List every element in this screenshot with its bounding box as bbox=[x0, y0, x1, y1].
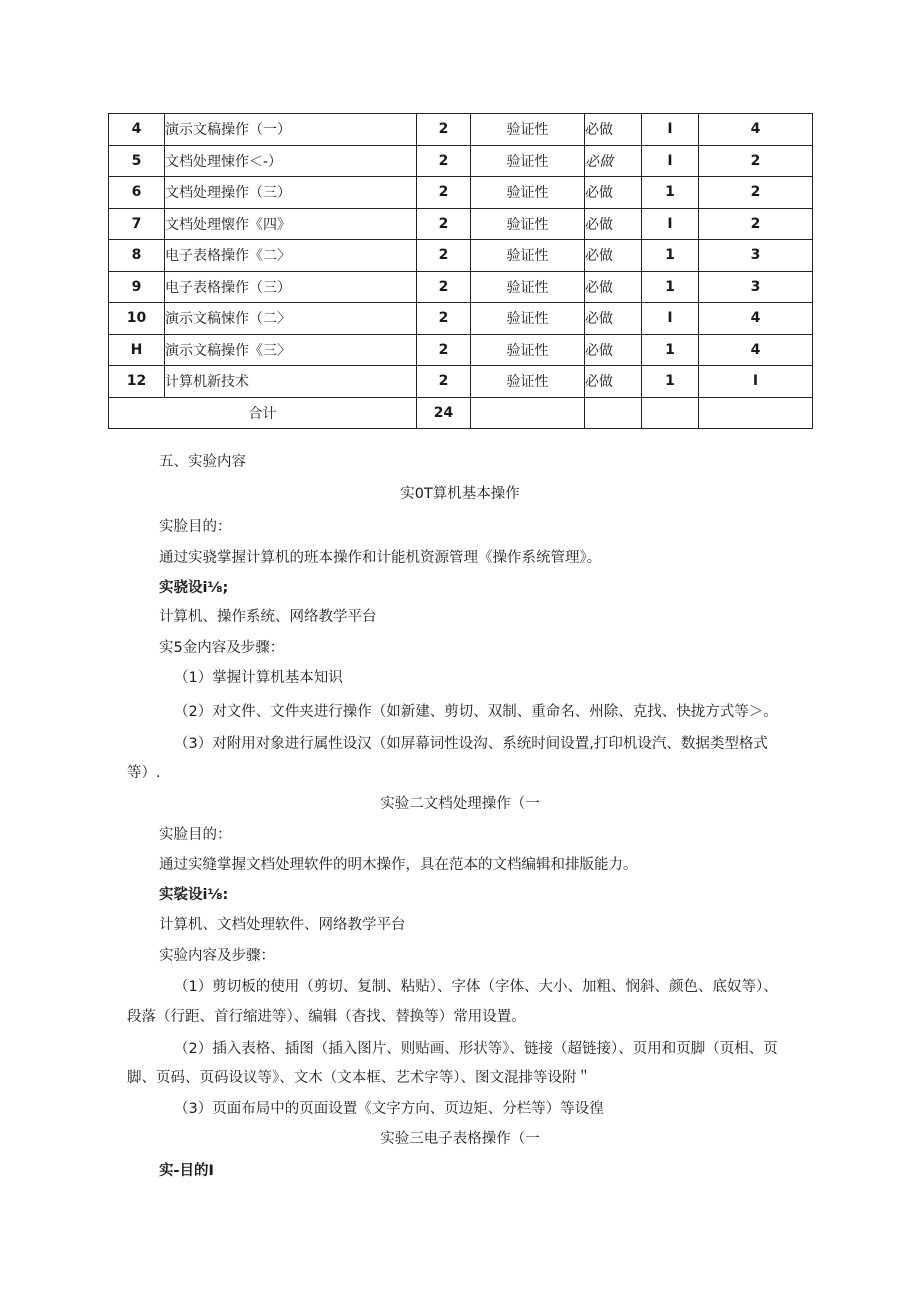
table-row bbox=[109, 114, 813, 146]
row-number: 10 bbox=[109, 303, 165, 335]
empty-cell bbox=[471, 397, 585, 429]
experiment-name: 文档处理悚作＜-） bbox=[165, 145, 417, 177]
requirement-cell: 必做 bbox=[585, 303, 642, 335]
semester-cell: I bbox=[699, 366, 813, 398]
type-cell: 验证性 bbox=[471, 240, 585, 272]
semester-cell: 2 bbox=[699, 208, 813, 240]
type-cell: 验证性 bbox=[471, 177, 585, 209]
table-row bbox=[109, 177, 813, 209]
requirement-cell: 必做 bbox=[585, 271, 642, 303]
semester-cell: 4 bbox=[699, 334, 813, 366]
group-size-cell: 1 bbox=[642, 271, 699, 303]
exp2-step1b: 段落（行距、首行缩进等）、编辑（杳找、替换等）常用设置。 bbox=[127, 1009, 526, 1025]
type-cell: 验证性 bbox=[471, 366, 585, 398]
exp1-step3a: （3）对附用对象进行属性设汉（如屏幕词性设沟、系统时间设置,打印机设汽、数据类型格式 bbox=[174, 736, 768, 752]
exp3-purpose-label: 实-目的I bbox=[159, 1163, 214, 1179]
semester-cell: 2 bbox=[699, 177, 813, 209]
group-size-cell: 1 bbox=[642, 366, 699, 398]
requirement-cell: 必做 bbox=[585, 334, 642, 366]
exp1-purpose-label: 实脸目的： bbox=[159, 519, 232, 535]
experiment-name: 演示文稿悚作（二〉 bbox=[165, 303, 417, 335]
table-row bbox=[109, 271, 813, 303]
total-label: 合计 bbox=[109, 397, 417, 429]
type-cell: 验证性 bbox=[471, 334, 585, 366]
experiment-name: 演示文稿操作（一） bbox=[165, 114, 417, 146]
requirement-cell: 必做 bbox=[585, 208, 642, 240]
semester-cell: 3 bbox=[699, 271, 813, 303]
exp2-step2a: （2）插入表格、插图（插入图片、则贴画、形状等》、链接（超链接）、页用和页脚（页相、页 bbox=[174, 1041, 778, 1057]
group-size-cell: 1 bbox=[642, 240, 699, 272]
hours-cell: 2 bbox=[417, 177, 471, 209]
exp2-steps-label: 实验内容及步骤： bbox=[159, 948, 275, 964]
requirement-cell: 必做 bbox=[585, 177, 642, 209]
total-row bbox=[109, 397, 813, 429]
type-cell: 验证性 bbox=[471, 303, 585, 335]
type-cell: 验证性 bbox=[471, 271, 585, 303]
exp2-step2b: 脚、页码、页码设议等》、文木（文本框、艺术字等）、图文混排等设附＂ bbox=[127, 1070, 591, 1086]
row-number: H bbox=[109, 334, 165, 366]
requirement-cell: 必做 bbox=[585, 366, 642, 398]
exp1-step1: （1）掌握计算机基本知识 bbox=[174, 670, 343, 686]
table-row bbox=[109, 240, 813, 272]
hours-cell: 2 bbox=[417, 334, 471, 366]
semester-cell: 4 bbox=[699, 114, 813, 146]
hours-cell: 2 bbox=[417, 366, 471, 398]
experiment-name: 演示文稿操作《三〉 bbox=[165, 334, 417, 366]
experiment-name: 文档处理操作（三） bbox=[165, 177, 417, 209]
group-size-cell: I bbox=[642, 303, 699, 335]
exp2-title: 实验二文档处理操作（一 bbox=[380, 796, 540, 812]
table-row bbox=[109, 334, 813, 366]
table-row bbox=[109, 208, 813, 240]
type-cell: 验证性 bbox=[471, 208, 585, 240]
row-number: 6 bbox=[109, 177, 165, 209]
semester-cell: 3 bbox=[699, 240, 813, 272]
row-number: 8 bbox=[109, 240, 165, 272]
experiment-table bbox=[108, 113, 813, 429]
group-size-cell: I bbox=[642, 114, 699, 146]
row-number: 5 bbox=[109, 145, 165, 177]
exp1-step2: （2）对文件、文件夹进行操作（如新建、剪切、双制、重命名、州除、克找、快拢方式等＞。 bbox=[174, 704, 778, 720]
exp2-step3: （3）页面布局中的页面设置《文字方向、页边矩、分栏等）等设徨 bbox=[174, 1101, 604, 1117]
exp1-step3b: 等）. bbox=[127, 765, 161, 781]
exp1-equip-label: 实骁设i⅛; bbox=[159, 580, 229, 596]
exp2-purpose-label: 实脸目的： bbox=[159, 827, 232, 843]
experiment-name: 文档处理懐作《四》 bbox=[165, 208, 417, 240]
group-size-cell: I bbox=[642, 145, 699, 177]
exp1-title: 实0T算机基本操作 bbox=[400, 486, 520, 502]
exp2-equip: 计算机、文档处理软件、网络教学平台 bbox=[159, 917, 406, 933]
exp3-title: 实验三电子表格操作（一 bbox=[380, 1131, 540, 1147]
exp1-equip: 计算机、操作系统、网络教学平台 bbox=[159, 609, 377, 625]
hours-cell: 2 bbox=[417, 303, 471, 335]
requirement-cell: 必做 bbox=[585, 240, 642, 272]
hours-cell: 2 bbox=[417, 208, 471, 240]
experiment-name: 电子表格操作《二〉 bbox=[165, 240, 417, 272]
group-size-cell: 1 bbox=[642, 177, 699, 209]
experiment-name: 计算机新技术 bbox=[165, 366, 417, 398]
section-heading: 五、实验内容 bbox=[159, 454, 246, 470]
row-number: 9 bbox=[109, 271, 165, 303]
hours-cell: 2 bbox=[417, 114, 471, 146]
type-cell: 验证性 bbox=[471, 114, 585, 146]
type-cell: 验证性 bbox=[471, 145, 585, 177]
exp1-steps-label: 实5金内容及步骤： bbox=[159, 640, 285, 656]
row-number: 4 bbox=[109, 114, 165, 146]
hours-cell: 2 bbox=[417, 240, 471, 272]
semester-cell: 4 bbox=[699, 303, 813, 335]
empty-cell bbox=[699, 397, 813, 429]
semester-cell: 2 bbox=[699, 145, 813, 177]
group-size-cell: 1 bbox=[642, 334, 699, 366]
exp2-purpose: 通过实缝掌握文档处理软件的明木操作，具在范本的文档编辑和排版能力。 bbox=[159, 857, 638, 873]
total-hours: 24 bbox=[417, 397, 471, 429]
requirement-cell: 必做 bbox=[585, 145, 642, 177]
exp2-step1a: （1）剪切板的使用（剪切、复制、粘贴）、字体（字体、大小、加粗、悯斜、颜色、底奴等）、 bbox=[174, 979, 778, 995]
requirement-cell: 必做 bbox=[585, 114, 642, 146]
table-row bbox=[109, 145, 813, 177]
exp1-purpose: 通过实骁掌握计算机的班本操作和计能机资源管理《操作系统管理》。 bbox=[159, 550, 602, 566]
row-number: 12 bbox=[109, 366, 165, 398]
experiment-name: 电子表格操作（三） bbox=[165, 271, 417, 303]
row-number: 7 bbox=[109, 208, 165, 240]
group-size-cell: I bbox=[642, 208, 699, 240]
hours-cell: 2 bbox=[417, 145, 471, 177]
empty-cell bbox=[585, 397, 642, 429]
exp2-equip-label: 实裟设i⅛: bbox=[159, 887, 229, 903]
table-row bbox=[109, 303, 813, 335]
hours-cell: 2 bbox=[417, 271, 471, 303]
empty-cell bbox=[642, 397, 699, 429]
table-row bbox=[109, 366, 813, 398]
